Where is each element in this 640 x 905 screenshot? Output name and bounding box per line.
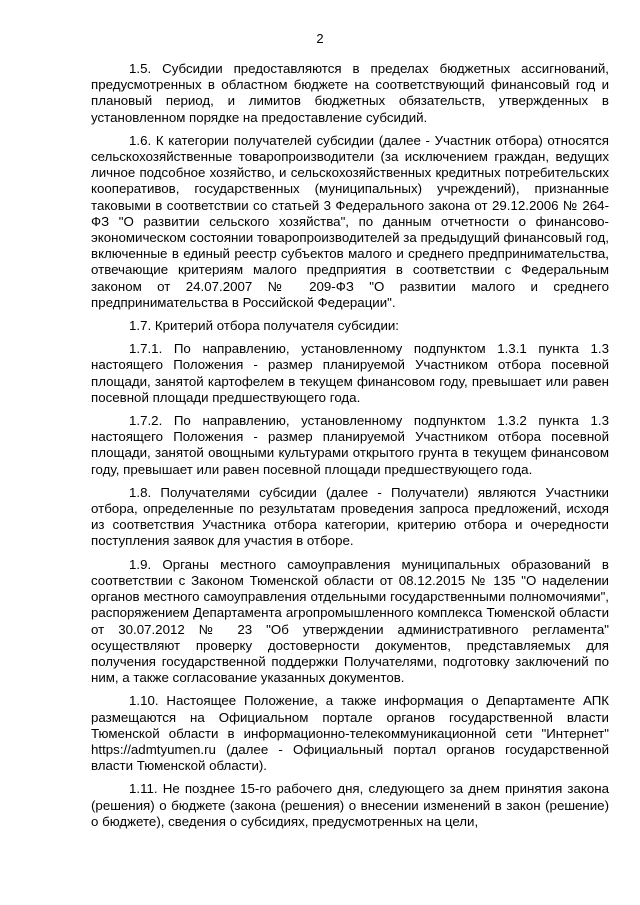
paragraph-1-7-2: 1.7.2. По направлению, установленному подпунктом 1.3.2 пункта 1.3 настоящего Положения - размер планируемой Участником отбора посевной площади, занятой овощными культурами открытого грунта в текущем финансовом году, превышает или равен посевной площади предшествующего года. <box>91 413 609 477</box>
paragraph-1-6: 1.6. К категории получателей субсидии (далее - Участник отбора) относятся сельскохозяйственные товаропроизводители (за исключением граждан, ведущих личное подсобное хозяйство, и сельскохозяйственных кредитных потребительских кооперативов, государственных (муниципальных) учреждений), признанные таковыми в соответствии со статьей 3 Федерального закона от 29.12.2006 № 264-ФЗ "О развитии сельского хозяйства", по данным отчетности о финансово-экономическом состоянии товаропроизводителей за предыдущий финансовый год, включенные в единый реестр субъектов малого и среднего предпринимательства, отвечающие критериям малого предприятия в соответствии с Федеральным законом от 24.07.2007 № 209-ФЗ "О развитии малого и среднего предпринимательства в Российской Федерации". <box>91 132 609 310</box>
document-body <box>91 61 609 837</box>
paragraph-1-7: 1.7. Критерий отбора получателя субсидии: <box>129 318 399 334</box>
paragraph-1-7-1: 1.7.1. По направлению, установленному подпунктом 1.3.1 пункта 1.3 настоящего Положения - размер планируемой Участником отбора посевной площади, занятой картофелем в текущем финансовом году, превышает или равен посевной площади предшествующего года. <box>91 341 609 405</box>
paragraph-1-8: 1.8. Получателями субсидии (далее - Получатели) являются Участники отбора, определенные по результатам проведения запроса предложений, исходя из соответствия Участника отбора категории, критерию отбора и очередности поступления заявок для участия в отборе. <box>91 484 609 549</box>
paragraph-1-9: 1.9. Органы местного самоуправления муниципальных образований в соответствии с Законом Тюменской области от 08.12.2015 № 135 "О наделении органов местного самоуправления отдельными государственными полномочиями", распоряжением Департамента агропромышленного комплекса Тюменской области от 30.07.2012 № 23 "Об утверждении административного регламента" осуществляют проверку достоверности документов, представляемых для получения государственной поддержки Получателями, подготовку заключений по ним, а также согласование указанных документов. <box>91 556 609 686</box>
paragraph-1-5: 1.5. Субсидии предоставляются в пределах бюджетных ассигнований, предусмотренных в областном бюджете на соответствующий финансовый год и плановый период, и лимитов бюджетных обязательств, утвержденных в установленном порядке на предоставление субсидий. <box>91 61 609 125</box>
page-number: 2 <box>316 31 324 46</box>
paragraph-1-11: 1.11. Не позднее 15-го рабочего дня, следующего за днем принятия закона (решения) о бюджете (закона (решения) о внесении изменений в закон (решение) о бюджете), сведения о субсидиях, предусмотренных на цели, <box>91 781 609 829</box>
paragraph-1-10: 1.10. Настоящее Положение, а также информация о Департаменте АПК размещаются на Официальном портале органов государственной власти Тюменской области в информационно-телекоммуникационной сети "Интернет" https://admtyumen.ru (далее - Официальный портал органов государственной власти Тюменской области). <box>91 693 609 774</box>
